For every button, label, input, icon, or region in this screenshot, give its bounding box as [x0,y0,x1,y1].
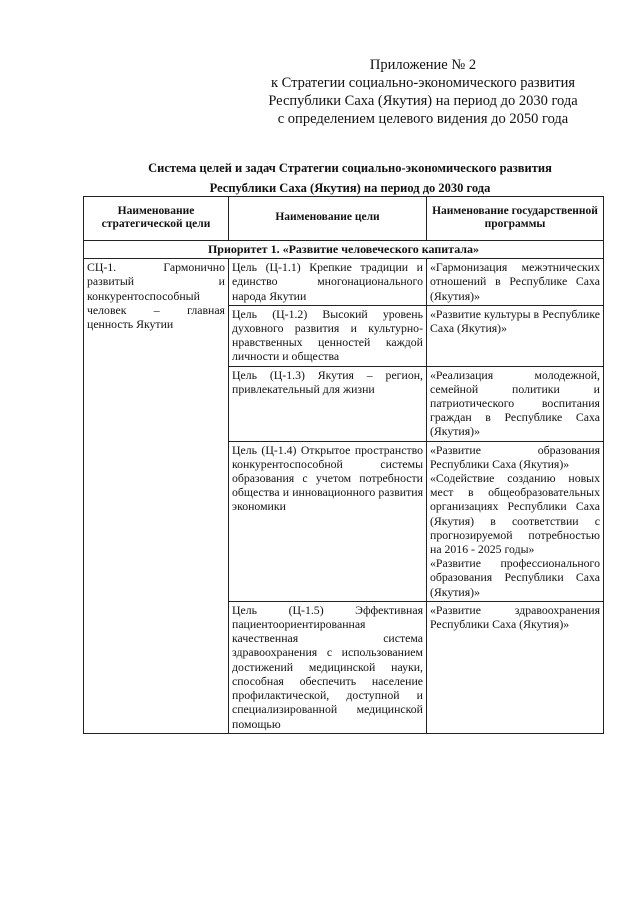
program-item: «Содействие созданию новых мест в общеобразовательных организациях Республики Саха (Якутия) в соответствии с прогнозируемой потребностью на 2016 - 2025 годы» [430,471,600,557]
goal-cell: Цель (Ц-1.3) Якутия – регион, привлекательный для жизни [229,366,427,441]
priority-row [84,241,604,259]
goal-cell: Цель (Ц-1.5) Эффективная пациентоориентированная качественная система здравоохранения с использованием достижений медицинской науки, способная обеспечить население профилактической, доступной и специализированной медицинской помощью [229,601,427,733]
program-cell [427,601,604,733]
annex-header [248,56,598,128]
title-line-1: Система целей и задач Стратегии социально-экономического развития [148,161,552,175]
goal-cell: Цель (Ц-1.1) Крепкие традиции и единство многонационального народа Якутии [229,259,427,306]
table-header-row [84,197,604,241]
program-cell [427,366,604,441]
annex-line-4: с определением целевого видения до 2050 года [277,111,569,127]
program-item: «Развитие образования Республики Саха (Якутия)» [430,442,600,471]
program-item: «Развитие профессионального образования Республики Саха (Якутия)» [430,556,600,599]
program-item: «Развитие культуры в Республике Саха (Якутия)» [430,306,600,336]
document-title [80,158,620,198]
strategic-goal-cell: СЦ-1. Гармонично развитый и конкурентоспособный человек – главная ценность Якутии [84,259,229,734]
header-program: Наименование государственной программы [427,197,604,241]
goal-cell: Цель (Ц-1.2) Высокий уровень духовного развития и культурно-нравственных ценностей каждой личности и общества [229,305,427,366]
annex-line-3: Республики Саха (Якутия) на период до 2030 года [268,93,578,109]
header-strategic-goal: Наименование стратегической цели [84,197,229,241]
header-goal: Наименование цели [229,197,427,241]
program-item: «Реализация молодежной, семейной политики и патриотического воспитания граждан в Республике Саха (Якутия)» [430,367,600,439]
goals-table [83,196,604,734]
program-cell [427,259,604,306]
program-item: «Гармонизация межэтнических отношений в Республике Саха (Якутия)» [430,260,600,303]
title-line-2: Республики Саха (Якутия) на период до 2030 года [209,181,491,195]
program-item: «Развитие здравоохранения Республики Саха (Якутия)» [430,602,600,632]
goal-cell: Цель (Ц-1.4) Открытое пространство конкурентоспособной системы образования с учетом потребности общества и инновационного развития экономики [229,441,427,601]
priority-label: Приоритет 1. «Развитие человеческого капитала» [84,241,604,259]
annex-line-2: к Стратегии социально-экономического развития [270,75,576,91]
program-cell [427,305,604,366]
program-cell [427,441,604,601]
annex-line-1: Приложение № 2 [369,57,477,73]
table-row [84,259,604,306]
